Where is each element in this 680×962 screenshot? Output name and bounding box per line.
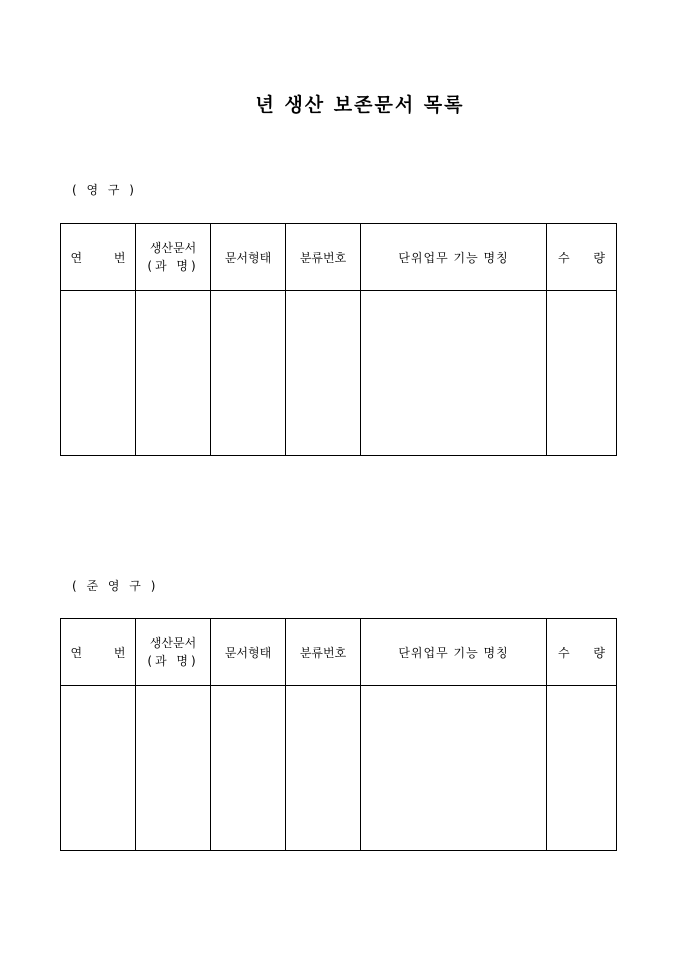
table-header-row [61, 224, 617, 291]
cell-serial[interactable] [61, 291, 136, 456]
header-unit-task-name: 단위업무 기능 명칭 [361, 619, 547, 686]
cell-doc-type[interactable] [211, 291, 286, 456]
section-label-permanent: ( 영 구 ) [72, 183, 137, 197]
table-row [61, 686, 617, 851]
header-quantity: 수 량 [547, 619, 617, 686]
semi-permanent-records-table [60, 618, 617, 851]
header-class-number: 분류번호 [286, 224, 361, 291]
cell-doc-type[interactable] [211, 686, 286, 851]
cell-serial[interactable] [61, 686, 136, 851]
cell-class-number[interactable] [286, 291, 361, 456]
header-serial: 연 번 [61, 619, 136, 686]
header-producing-doc: 생산문서 (과 명) [136, 619, 211, 686]
header-doc-type: 문서형태 [211, 224, 286, 291]
cell-producing-doc[interactable] [136, 686, 211, 851]
cell-class-number[interactable] [286, 686, 361, 851]
header-producing-doc: 생산문서 (과 명) [136, 224, 211, 291]
header-doc-type: 문서형태 [211, 619, 286, 686]
cell-quantity[interactable] [547, 686, 617, 851]
table-row [61, 291, 617, 456]
cell-producing-doc[interactable] [136, 291, 211, 456]
permanent-records-table [60, 223, 617, 456]
header-unit-task-name: 단위업무 기능 명칭 [361, 224, 547, 291]
cell-quantity[interactable] [547, 291, 617, 456]
document-title: 년 생산 보존문서 목록 [255, 94, 465, 116]
cell-unit-task-name[interactable] [361, 686, 547, 851]
header-serial: 연 번 [61, 224, 136, 291]
table-header-row [61, 619, 617, 686]
section-label-semi-permanent: ( 준 영 구 ) [72, 579, 159, 593]
header-class-number: 분류번호 [286, 619, 361, 686]
header-quantity: 수 량 [547, 224, 617, 291]
cell-unit-task-name[interactable] [361, 291, 547, 456]
